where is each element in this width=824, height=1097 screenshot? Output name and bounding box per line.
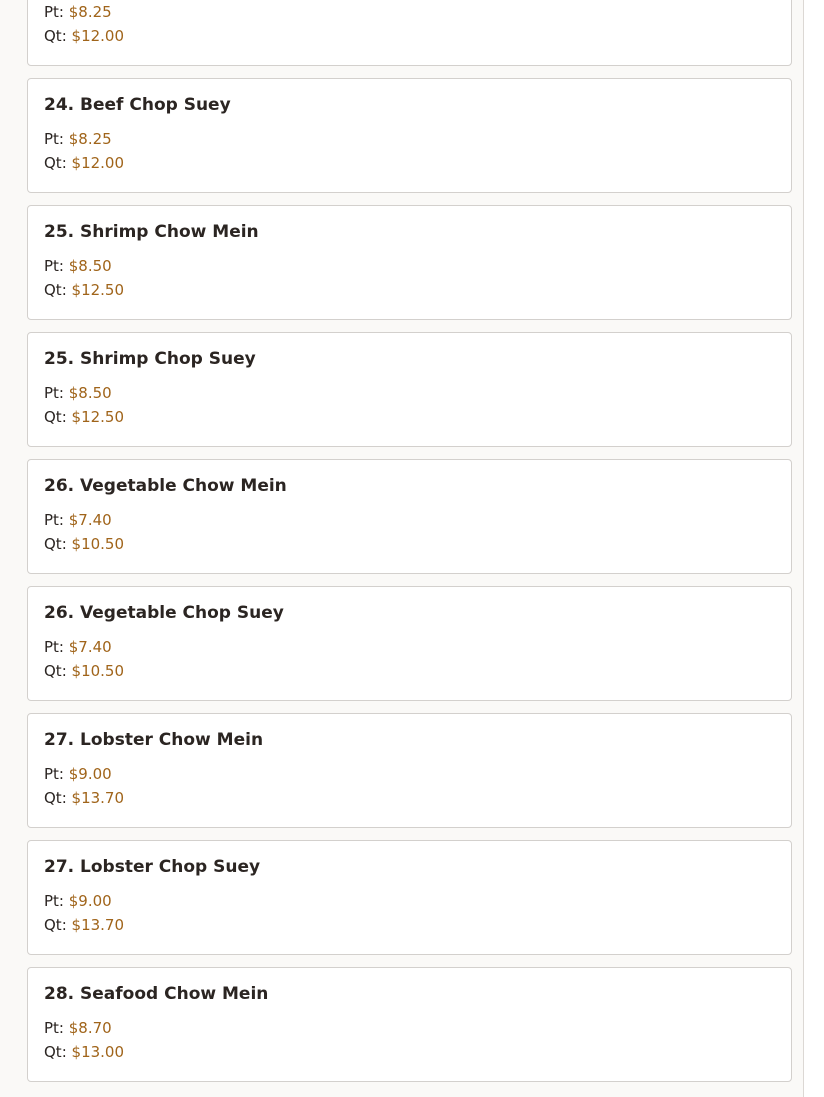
pint-price-line: [44, 889, 775, 913]
pint-price: $8.25: [68, 3, 112, 21]
menu-item-title: 28. Seafood Chow Mein: [44, 984, 269, 1004]
pint-price-line: [44, 127, 775, 151]
quart-price: $10.50: [71, 535, 125, 553]
pint-price: $9.00: [68, 892, 112, 910]
quart-price: $12.00: [71, 154, 125, 172]
menu-item-title: 27. Lobster Chop Suey: [44, 857, 261, 877]
quart-label: Qt:: [44, 1043, 67, 1061]
menu-item-title: 26. Vegetable Chow Mein: [44, 476, 287, 496]
pint-price-line: [44, 381, 775, 405]
menu-item-title: 26. Vegetable Chop Suey: [44, 603, 284, 623]
menu-item-card[interactable]: [27, 205, 792, 320]
quart-price-line: [44, 913, 775, 937]
pint-label: Pt:: [44, 1019, 64, 1037]
quart-price-line: [44, 659, 775, 683]
pint-label: Pt:: [44, 257, 64, 275]
pint-price: $8.50: [68, 384, 112, 402]
quart-price-line: [44, 786, 775, 810]
pint-price-line: [44, 508, 775, 532]
pint-label: Pt:: [44, 765, 64, 783]
quart-price: $13.70: [71, 789, 125, 807]
pint-label: Pt:: [44, 892, 64, 910]
menu-item-card[interactable]: [27, 459, 792, 574]
quart-label: Qt:: [44, 662, 67, 680]
quart-label: Qt:: [44, 154, 67, 172]
quart-price: $13.70: [71, 916, 125, 934]
menu-item-list: [27, 0, 792, 1094]
menu-item-title: 25. Shrimp Chop Suey: [44, 349, 256, 369]
pint-label: Pt:: [44, 511, 64, 529]
quart-label: Qt:: [44, 916, 67, 934]
quart-price-line: [44, 1040, 775, 1064]
quart-price-line: [44, 278, 775, 302]
quart-price: $13.00: [71, 1043, 125, 1061]
quart-price-line: [44, 151, 775, 175]
quart-price-line: [44, 405, 775, 429]
pint-label: Pt:: [44, 384, 64, 402]
quart-price: $12.50: [71, 281, 125, 299]
pint-price: $7.40: [68, 511, 112, 529]
quart-label: Qt:: [44, 408, 67, 426]
menu-item-card[interactable]: [27, 586, 792, 701]
pint-price: $8.70: [68, 1019, 112, 1037]
quart-price-line: [44, 532, 775, 556]
menu-item-card[interactable]: [27, 78, 792, 193]
pint-price-line: [44, 1016, 775, 1040]
pint-price-line: [44, 0, 775, 24]
pint-label: Pt:: [44, 3, 64, 21]
pint-price: $8.50: [68, 257, 112, 275]
pint-price-line: [44, 254, 775, 278]
menu-item-card[interactable]: [27, 713, 792, 828]
menu-item-card[interactable]: [27, 0, 792, 66]
menu-item-card[interactable]: [27, 332, 792, 447]
pint-label: Pt:: [44, 130, 64, 148]
menu-item-card[interactable]: [27, 840, 792, 955]
menu-item-title: 25. Shrimp Chow Mein: [44, 222, 259, 242]
quart-price: $12.50: [71, 408, 125, 426]
pint-price-line: [44, 635, 775, 659]
right-gutter: [804, 0, 824, 1097]
quart-price: $12.00: [71, 27, 125, 45]
pint-price: $7.40: [68, 638, 112, 656]
pint-price: $8.25: [68, 130, 112, 148]
pint-label: Pt:: [44, 638, 64, 656]
menu-item-title: 27. Lobster Chow Mein: [44, 730, 264, 750]
quart-label: Qt:: [44, 281, 67, 299]
pint-price: $9.00: [68, 765, 112, 783]
quart-label: Qt:: [44, 535, 67, 553]
quart-price-line: [44, 24, 775, 48]
pint-price-line: [44, 762, 775, 786]
menu-item-title: 24. Beef Chop Suey: [44, 95, 231, 115]
quart-label: Qt:: [44, 789, 67, 807]
menu-item-card[interactable]: [27, 967, 792, 1082]
quart-price: $10.50: [71, 662, 125, 680]
quart-label: Qt:: [44, 27, 67, 45]
